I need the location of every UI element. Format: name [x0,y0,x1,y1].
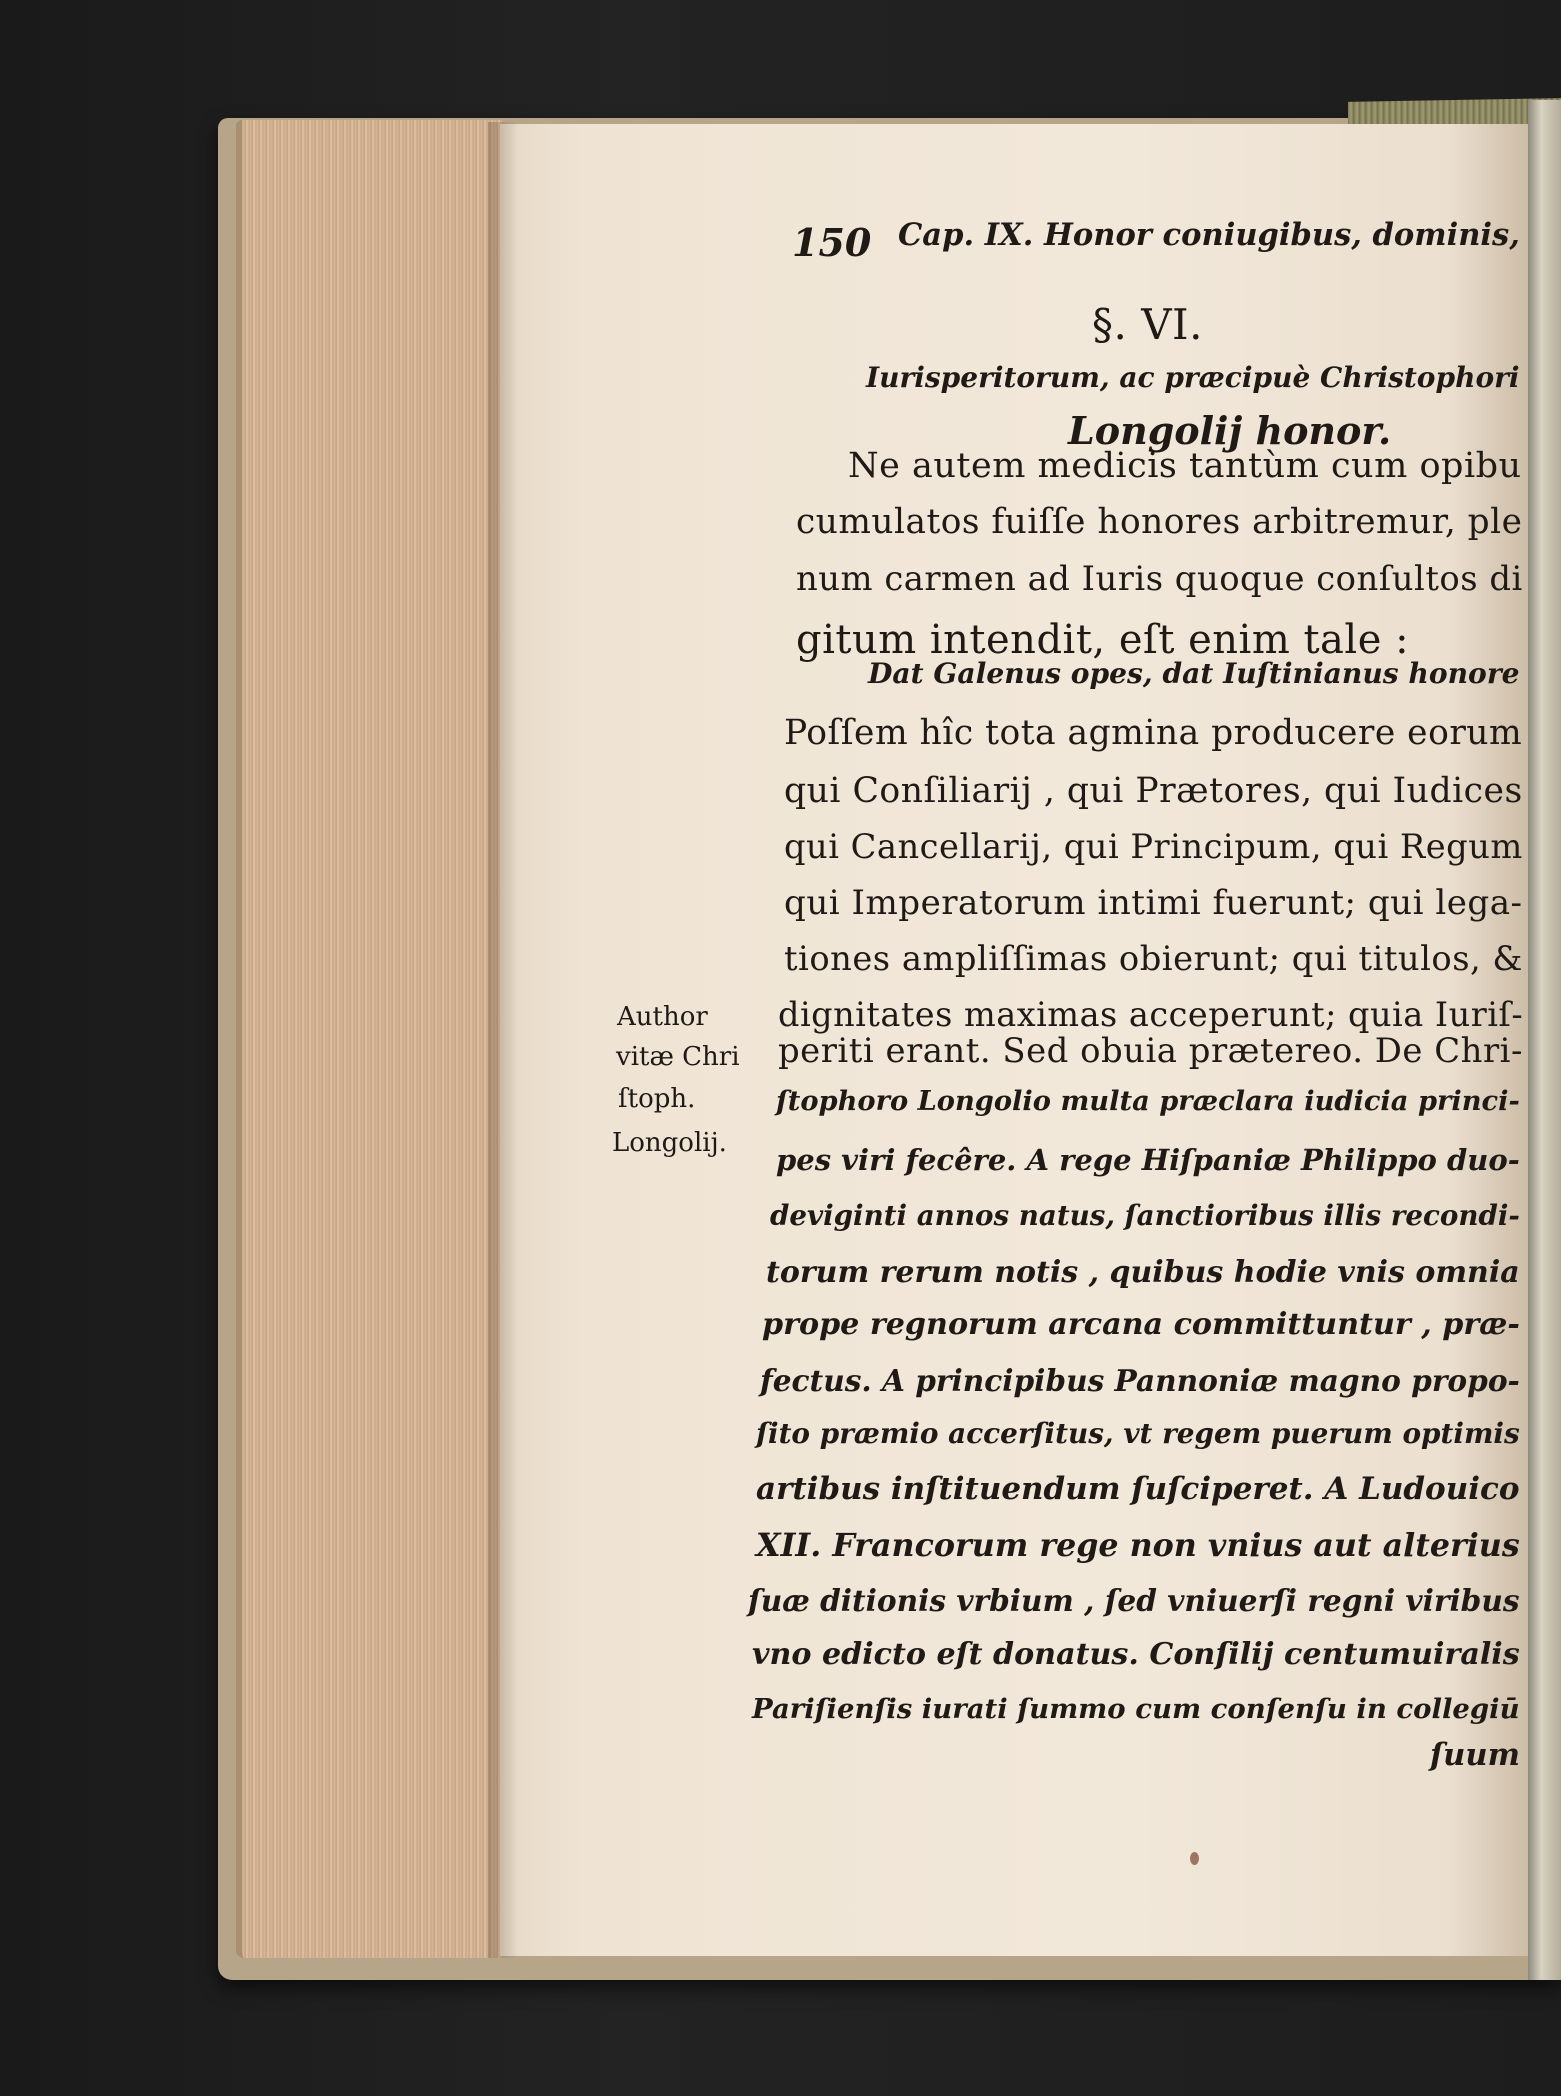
body-line: cumulatos fuiſſe honores arbitremur, ple [796,502,1523,542]
italic-line: Pariſienſis iurati ſummo cum conſenſu in collegiū [752,1693,1520,1725]
italic-line: fectus. A principibus Pannoniæ magno propo- [760,1363,1520,1398]
body-line: gitum intendit, eſt enim tale : [796,617,1410,663]
italic-line: torum rerum notis , quibus hodie vnis omnia [766,1255,1520,1290]
page-edges [236,120,502,1958]
italic-line: XII. Francorum rege non vnius aut alterius [756,1527,1520,1564]
gutter-shadow [488,122,518,1958]
facing-page-edge [1528,100,1561,1980]
margin-note-line: Longolij. [612,1128,727,1158]
italic-line: artibus inſtituendum ſuſciperet. A Ludouico [756,1471,1520,1507]
section-title-line-2: Longolij honor. [1068,408,1392,453]
body-line: tiones ampliſſimas obierunt; qui titulos, & [784,939,1523,978]
italic-line: ſuæ ditionis vrbium , ſed vniuerſi regni viribus [748,1583,1520,1618]
body-line: qui Cancellarij, qui Principum, qui Regum [784,827,1523,866]
italic-line: ſito præmio accerſitus, vt regem puerum optimis [756,1417,1520,1450]
margin-note-line: vitæ Chri [616,1042,740,1072]
italic-line: prope regnorum arcana committuntur , præ- [762,1307,1520,1342]
margin-note-line: Author [617,1002,708,1032]
italic-line: ſtophoro Longolio multa præclara iudicia princi- [776,1085,1520,1117]
italic-line: vno edicto eſt donatus. Conſilij centumuiralis [752,1637,1520,1672]
ink-spot [1190,1852,1199,1865]
body-line: periti erant. Sed obuia prætereo. De Chri- [778,1031,1523,1070]
body-line: Poſſem hîc tota agmina producere eorum [784,713,1523,753]
page-number: 150 [792,220,872,265]
italic-line: pes viri fecêre. A rege Hiſpaniæ Philippo duo- [776,1143,1520,1177]
body-line: qui Conſiliarij , qui Prætores, qui Iudices [784,771,1523,811]
section-mark: §. VI. [1092,300,1203,349]
section-title-line-1: Iurisperitorum, ac præcipuè Christophori [866,361,1520,394]
body-line: Ne autem medicis tantùm cum opibu [848,445,1522,486]
margin-note-line: ſtoph. [618,1084,696,1114]
verse-line: Dat Galenus opes, dat Iuſtinianus honore [868,657,1520,690]
body-line: dignitates maximas acceperunt; quia Iuriſ- [778,995,1524,1034]
body-line: qui Imperatorum intimi fuerunt; qui lega- [784,883,1523,923]
body-line: num carmen ad Iuris quoque conſultos di [796,559,1523,598]
running-head: Cap. IX. Honor coniugibus, dominis, [898,217,1520,253]
catchword: ſuum [1430,1737,1520,1773]
italic-line: deviginti annos natus, ſanctioribus illis recondi- [770,1199,1520,1232]
